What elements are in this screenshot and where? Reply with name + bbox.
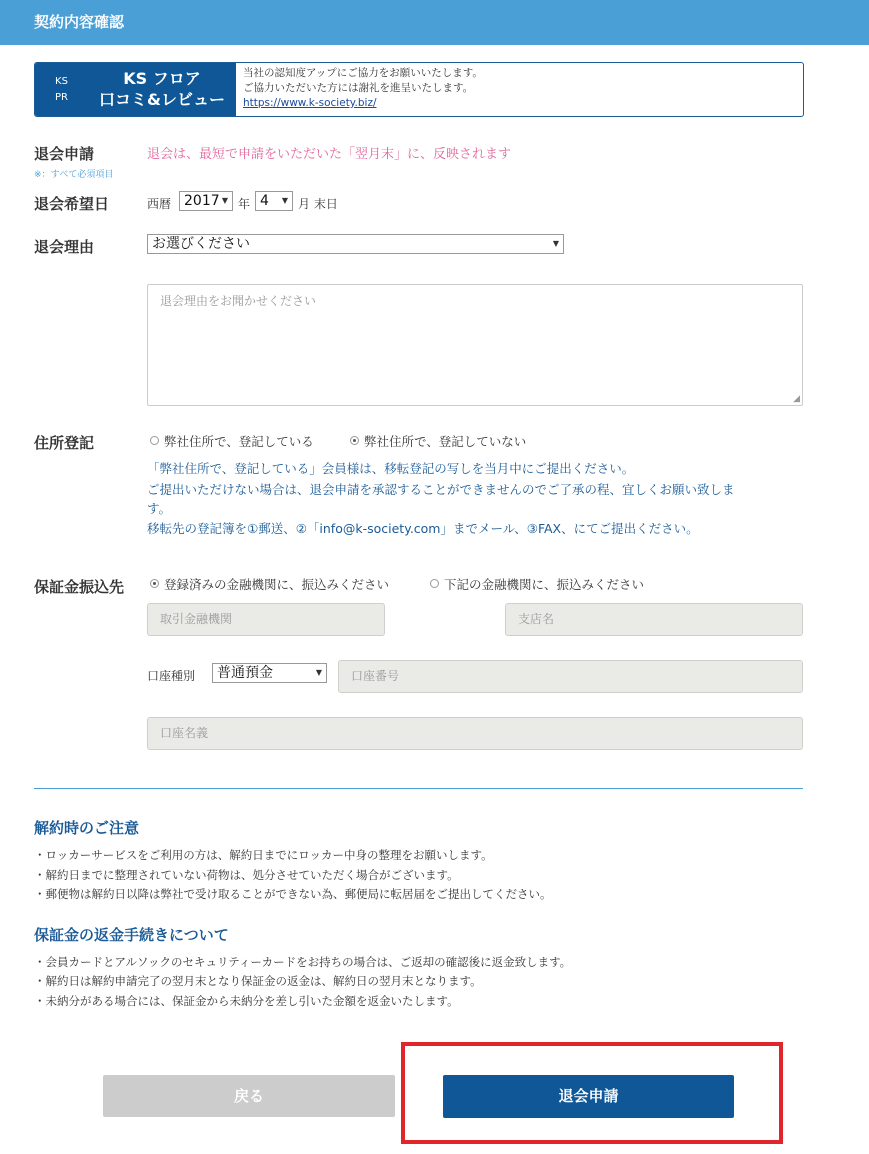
address-note-3: す。 <box>147 501 172 516</box>
pr-text <box>243 66 483 111</box>
cancel-note-item: ・ロッカーサービスをご利用の方は、解約日までにロッカー中身の整理をお願いします。 <box>34 848 493 862</box>
address-note-2: ご提出いただけない場合は、退会申請を承認することができませんのでご了承の程、宜しくお願い致しま <box>147 482 735 497</box>
year-select[interactable] <box>179 191 233 211</box>
refund-note-item: ・解約日は解約申請完了の翌月末となり保証金の返金は、解約日の翌月末となります。 <box>34 974 482 988</box>
cancel-notes-title: 解約時のご注意 <box>34 819 140 837</box>
pr-text-line2: ご協力いただいた方には謝礼を進呈いたします。 <box>243 82 474 94</box>
refund-notes-title: 保証金の返金手続きについて <box>34 926 229 944</box>
address-option-registered[interactable] <box>150 432 314 450</box>
divider <box>34 788 803 789</box>
pr-badge-line1: KS <box>55 76 68 87</box>
date-label: 退会希望日 <box>34 195 110 213</box>
reason-select[interactable] <box>147 234 564 254</box>
account-type-select[interactable] <box>212 663 327 683</box>
page-title: 契約内容確認 <box>34 13 125 31</box>
chevron-down-icon: ▼ <box>315 668 322 677</box>
year-suffix: 年 <box>238 197 251 211</box>
bank-name-input[interactable] <box>147 603 385 636</box>
date-prefix: 西暦 <box>147 197 172 211</box>
address-option-not-registered-label: 弊社住所で、登記していない <box>364 434 527 449</box>
address-option-registered-label: 弊社住所で、登記している <box>164 434 314 449</box>
pr-badge-line2: PR <box>55 92 68 103</box>
deposit-option-other[interactable] <box>430 575 644 593</box>
reason-label: 退会理由 <box>34 238 95 256</box>
radio-checked-icon[interactable] <box>150 579 159 588</box>
address-label: 住所登記 <box>34 434 95 452</box>
deposit-option-registered[interactable] <box>150 575 389 593</box>
address-note-1: 「弊社住所で、登記している」会員様は、移転登記の写しを当月中にご提出ください。 <box>147 461 635 476</box>
reflect-note: 退会は、最短で申請をいただいた「翌月末」に、反映されます <box>147 147 512 162</box>
radio-checked-icon[interactable] <box>350 436 359 445</box>
address-note-4: 移転先の登記簿を①郵送、②「info@k-society.com」までメール、③FAX、にてご提出ください。 <box>147 521 699 536</box>
year-value: 2017 <box>184 193 220 209</box>
month-select[interactable] <box>255 191 293 211</box>
pr-link[interactable]: https://www.k-society.biz/ <box>243 97 377 109</box>
account-type-value: 普通預金 <box>217 665 273 681</box>
account-type-label: 口座種別 <box>147 669 196 683</box>
radio-icon[interactable] <box>150 436 159 445</box>
cancel-note-item: ・解約日までに整理されていない荷物は、処分させていただく場合がございます。 <box>34 868 459 882</box>
account-number-input[interactable] <box>338 660 803 693</box>
pr-logo <box>88 63 236 117</box>
pr-logo-line1: KS フロア <box>123 69 201 88</box>
pr-logo-line2: 口コミ&レビュー <box>99 90 225 109</box>
reason-placeholder: 退会理由をお聞かせください <box>160 294 317 308</box>
chevron-down-icon: ▼ <box>552 239 559 248</box>
deposit-option-registered-label: 登録済みの金融機関に、振込みください <box>164 577 390 592</box>
reason-textarea[interactable] <box>147 284 803 406</box>
withdraw-label: 退会申請 <box>34 145 95 163</box>
month-suffix: 月 末日 <box>298 197 338 211</box>
address-option-not-registered[interactable] <box>350 432 526 450</box>
resize-handle-icon[interactable]: ◢ <box>793 394 800 404</box>
header-bar <box>0 0 869 45</box>
highlight-box <box>401 1042 783 1144</box>
chevron-down-icon: ▼ <box>221 196 228 205</box>
month-value: 4 <box>260 193 269 209</box>
pr-text-line1: 当社の認知度アップにご協力をお願いいたします。 <box>243 67 483 79</box>
account-name-placeholder: 口座名義 <box>160 726 209 740</box>
pr-badge <box>35 63 88 117</box>
required-note: ※：すべて必須項目 <box>34 170 114 180</box>
radio-icon[interactable] <box>430 579 439 588</box>
deposit-option-other-label: 下記の金融機関に、振込みください <box>444 577 645 592</box>
deposit-label: 保証金振込先 <box>34 578 125 596</box>
branch-name-placeholder: 支店名 <box>518 612 555 626</box>
submit-withdraw-button[interactable]: 退会申請 <box>443 1075 734 1118</box>
bank-name-placeholder: 取引金融機関 <box>160 612 233 626</box>
chevron-down-icon: ▼ <box>281 196 288 205</box>
account-number-placeholder: 口座番号 <box>351 669 400 683</box>
branch-name-input[interactable] <box>505 603 803 636</box>
account-name-input[interactable] <box>147 717 803 750</box>
cancel-note-item: ・郵便物は解約日以降は弊社で受け取ることができない為、郵便局に転居届をご提出してください。 <box>34 887 552 901</box>
refund-note-item: ・会員カードとアルソックのセキュリティーカードをお持ちの場合は、ご返却の確認後に返金致します。 <box>34 955 572 969</box>
back-button[interactable]: 戻る <box>103 1075 395 1117</box>
reason-select-value: お選びください <box>152 236 250 252</box>
refund-note-item: ・未納分がある場合には、保証金から未納分を差し引いた金額を返金いたします。 <box>34 994 459 1008</box>
pr-banner[interactable] <box>34 62 804 117</box>
